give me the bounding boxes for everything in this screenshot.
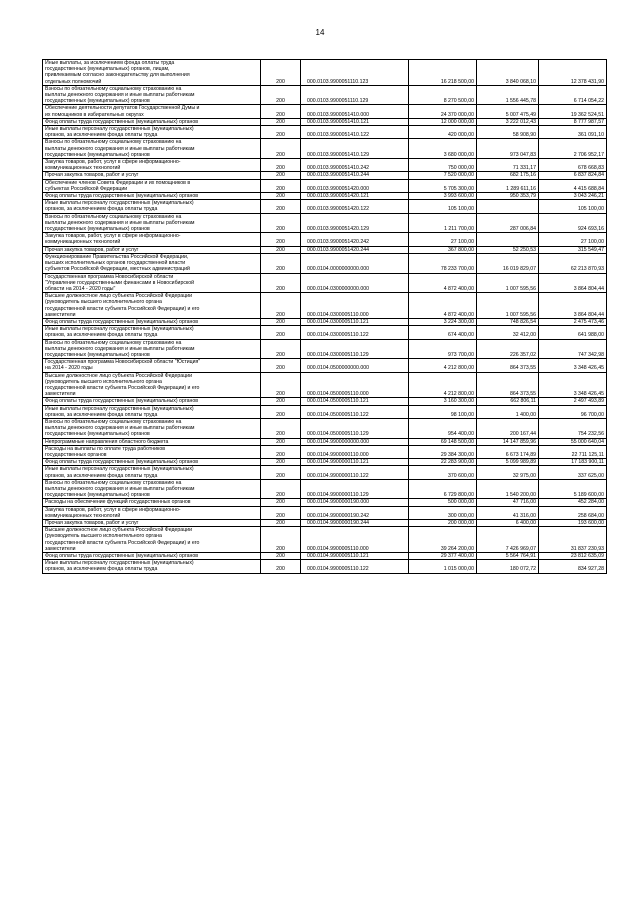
table-row [43,253,607,273]
row-name-cell: Взносы по обязательному социальному страхованию на выплаты денежного содержания и иные выплаты работникам государственных (муниципальных) органов [43,339,261,359]
row-code-cell: 000.0104.9900005110.121 [301,553,409,560]
row-plan-cell: 24 370 000,00 [409,105,477,118]
row-remainder-cell: 62 213 870,93 [539,253,607,273]
row-plan-cell: 7 520 000,00 [409,172,477,179]
row-name-cell: Фонд оплаты труда государственных (муниципальных) органов [43,398,261,405]
row-plan-cell: 4 212 800,00 [409,359,477,372]
row-plan-cell: 5 705 300,00 [409,179,477,192]
row-executed-cell: 32 412,00 [477,326,539,339]
table-row [43,159,607,172]
row-remainder-cell: 2 475 473,46 [539,318,607,325]
row-remainder-cell: 17 183 900,11 [539,459,607,466]
row-plan-cell: 500 000,00 [409,499,477,506]
row-remainder-cell: 3 864 804,44 [539,273,607,293]
row-executed-cell: 1 289 611,16 [477,179,539,192]
row-name-cell: Фонд оплаты труда государственных (муниципальных) органов [43,193,261,200]
row-executed-cell [477,233,539,246]
row-remainder-cell: 3 864 804,44 [539,293,607,319]
row-plan-cell: 973 700,00 [409,339,477,359]
row-name-cell: Иные выплаты, за исключением фонда оплаты труда государственных (муниципальных) органов, лицам, привлекаемым согласно законодательству для выполнения отдельных полномочий [43,60,261,86]
row-grbs-cell: 200 [261,318,301,325]
row-remainder-cell: 6 714 054,22 [539,85,607,105]
row-code-cell: 000.0104.0500005110.122 [301,405,409,418]
row-executed-cell: 6 400,00 [477,520,539,527]
page-number: 14 [315,28,325,37]
row-executed-cell: 287 006,84 [477,213,539,233]
table-row [43,506,607,519]
row-code-cell: 000.0103.9900051420.122 [301,200,409,213]
row-executed-cell: 58 908,90 [477,126,539,139]
row-plan-cell: 78 233 700,00 [409,253,477,273]
row-executed-cell: 748 826,54 [477,318,539,325]
row-executed-cell: 16 019 829,07 [477,253,539,273]
row-plan-cell: 27 100,00 [409,233,477,246]
row-name-cell: Фонд оплаты труда государственных (муниципальных) органов [43,553,261,560]
table-row [43,85,607,105]
row-executed-cell: 32 975,00 [477,466,539,479]
table-row [43,553,607,560]
table-row [43,445,607,458]
row-plan-cell: 29 384 300,00 [409,445,477,458]
row-code-cell: 000.0104.9900000190.000 [301,499,409,506]
row-grbs-cell: 200 [261,253,301,273]
row-grbs-cell: 200 [261,85,301,105]
row-code-cell: 000.0104.9900005110.122 [301,560,409,573]
table-row [43,398,607,405]
table-row [43,105,607,118]
row-remainder-cell: 4 415 688,84 [539,179,607,192]
row-grbs-cell: 200 [261,326,301,339]
row-grbs-cell: 200 [261,273,301,293]
row-code-cell: 000.0103.9900051410.121 [301,118,409,125]
row-executed-cell: 180 072,72 [477,560,539,573]
table-row [43,372,607,398]
row-grbs-cell: 200 [261,506,301,519]
row-name-cell: Фонд оплаты труда государственных (муниципальных) органов [43,318,261,325]
row-name-cell: Взносы по обязательному социальному страхованию на выплаты денежного содержания и иные выплаты работникам государственных (муниципальных) органов [43,479,261,499]
row-executed-cell: 3 840 068,10 [477,60,539,86]
row-grbs-cell: 200 [261,459,301,466]
table-row [43,438,607,445]
row-executed-cell: 5 564 764,91 [477,553,539,560]
row-code-cell: 000.0103.9900051110.129 [301,85,409,105]
row-executed-cell: 7 426 969,07 [477,527,539,553]
row-name-cell: Высшее должностное лицо субъекта Российской Федерации (руководитель высшего исполнительного органа государственной власти субъекта Российской Федерации) и его заместители [43,527,261,553]
row-plan-cell: 4 212 800,00 [409,372,477,398]
row-code-cell: 000.0104.9900000110.000 [301,445,409,458]
row-grbs-cell: 200 [261,118,301,125]
row-plan-cell: 3 160 300,00 [409,398,477,405]
table-row [43,139,607,159]
row-plan-cell: 1 211 700,00 [409,213,477,233]
row-executed-cell: 226 357,02 [477,339,539,359]
row-grbs-cell: 200 [261,193,301,200]
row-code-cell: 000.0104.0300005110.000 [301,293,409,319]
row-grbs-cell: 200 [261,172,301,179]
row-code-cell: 000.0104.9900000110.129 [301,479,409,499]
row-grbs-cell: 200 [261,233,301,246]
table-row [43,246,607,253]
row-name-cell: Прочая закупка товаров, работ и услуг [43,172,261,179]
row-plan-cell: 3 993 600,00 [409,193,477,200]
row-grbs-cell: 200 [261,527,301,553]
row-plan-cell: 16 218 500,00 [409,60,477,86]
row-executed-cell: 662 806,11 [477,398,539,405]
row-remainder-cell: 747 342,98 [539,339,607,359]
row-plan-cell: 367 800,00 [409,246,477,253]
row-remainder-cell: 3 348 426,45 [539,372,607,398]
row-name-cell: Непрограммные направления областного бюджета [43,438,261,445]
row-name-cell: Закупка товаров, работ, услуг в сфере информационно- коммуникационных технологий [43,159,261,172]
row-name-cell: Обеспечение деятельности депутатов Государственной Думы и их помощников в избирательных округах [43,105,261,118]
row-remainder-cell: 3 043 246,21 [539,193,607,200]
row-remainder-cell: 31 837 230,93 [539,527,607,553]
row-remainder-cell: 23 812 635,09 [539,553,607,560]
table-row [43,118,607,125]
row-remainder-cell: 27 100,00 [539,233,607,246]
row-remainder-cell: 2 706 952,17 [539,139,607,159]
row-code-cell: 000.0103.9900051410.242 [301,159,409,172]
row-remainder-cell: 22 711 125,11 [539,445,607,458]
row-grbs-cell: 200 [261,438,301,445]
row-plan-cell: 420 000,00 [409,126,477,139]
row-name-cell: Расходы на обеспечение функций государственных органов [43,499,261,506]
row-grbs-cell: 200 [261,159,301,172]
row-remainder-cell: 754 232,56 [539,418,607,438]
row-name-cell: Иные выплаты персоналу государственных (муниципальных) органов, за исключением фонда оплаты труда [43,326,261,339]
row-executed-cell: 1 540 200,00 [477,479,539,499]
row-grbs-cell: 200 [261,359,301,372]
row-plan-cell: 29 377 400,00 [409,553,477,560]
row-name-cell: Фонд оплаты труда государственных (муниципальных) органов [43,118,261,125]
row-name-cell: Функционирование Правительства Российской Федерации, высших исполнительных органов государственной власти субъектов Российской Федерации, местных администраций [43,253,261,273]
row-code-cell: 000.0104.9900000110.122 [301,466,409,479]
row-name-cell: Прочая закупка товаров, работ и услуг [43,520,261,527]
row-code-cell: 000.0104.0500005110.121 [301,398,409,405]
row-grbs-cell: 200 [261,60,301,86]
row-grbs-cell: 200 [261,293,301,319]
row-name-cell: Взносы по обязательному социальному страхованию на выплаты денежного содержания и иные выплаты работникам государственных (муниципальных) органов [43,139,261,159]
row-executed-cell: 1 400,00 [477,405,539,418]
table-row [43,499,607,506]
row-executed-cell: 950 353,79 [477,193,539,200]
row-grbs-cell: 200 [261,246,301,253]
row-remainder-cell: 361 091,10 [539,126,607,139]
row-name-cell: Иные выплаты персоналу государственных (муниципальных) органов, за исключением фонда оплаты труда [43,466,261,479]
row-grbs-cell: 200 [261,560,301,573]
row-remainder-cell: 19 362 524,51 [539,105,607,118]
row-plan-cell: 8 270 500,00 [409,85,477,105]
table-row [43,193,607,200]
row-plan-cell: 3 224 300,00 [409,318,477,325]
table-row [43,418,607,438]
row-name-cell: Закупка товаров, работ, услуг в сфере информационно- коммуникационных технологий [43,233,261,246]
row-remainder-cell: 2 497 493,89 [539,398,607,405]
row-remainder-cell: 55 000 640,04 [539,438,607,445]
row-code-cell: 000.0104.0500005110.000 [301,372,409,398]
row-plan-cell: 954 400,00 [409,418,477,438]
row-grbs-cell: 200 [261,398,301,405]
row-grbs-cell: 200 [261,445,301,458]
row-grbs-cell: 200 [261,553,301,560]
row-code-cell: 000.0104.9900005110.000 [301,527,409,553]
row-code-cell: 000.0103.9900051110.123 [301,60,409,86]
row-remainder-cell: 193 600,00 [539,520,607,527]
row-name-cell: Государственная программа Новосибирской области "Управление государственными финансами в Новосибирской области на 2014 - 2020 годы" [43,273,261,293]
row-grbs-cell: 200 [261,405,301,418]
row-grbs-cell: 200 [261,179,301,192]
row-remainder-cell: 5 189 600,00 [539,479,607,499]
row-executed-cell: 1 556 445,78 [477,85,539,105]
row-grbs-cell: 200 [261,520,301,527]
row-executed-cell: 5 099 989,89 [477,459,539,466]
row-remainder-cell: 834 927,28 [539,560,607,573]
row-name-cell: Государственная программа Новосибирской области "Юстиция" на 2014 - 2020 годы [43,359,261,372]
row-code-cell: 000.0104.0300005110.129 [301,339,409,359]
row-name-cell: Иные выплаты персоналу государственных (муниципальных) органов, за исключением фонда оплаты труда [43,560,261,573]
row-plan-cell: 105 100,00 [409,200,477,213]
row-executed-cell: 5 007 475,49 [477,105,539,118]
row-executed-cell: 52 250,53 [477,246,539,253]
row-code-cell: 000.0103.9900051420.242 [301,233,409,246]
row-plan-cell: 674 400,00 [409,326,477,339]
row-executed-cell: 1 007 595,56 [477,293,539,319]
row-plan-cell: 98 100,00 [409,405,477,418]
table-row [43,405,607,418]
table-row [43,527,607,553]
row-name-cell: Прочая закупка товаров, работ и услуг [43,246,261,253]
table-row [43,560,607,573]
row-executed-cell: 973 047,83 [477,139,539,159]
row-grbs-cell: 200 [261,418,301,438]
row-remainder-cell: 641 988,00 [539,326,607,339]
row-name-cell: Взносы по обязательному социальному страхованию на выплаты денежного содержания и иные выплаты работникам государственных (муниципальных) органов [43,418,261,438]
row-remainder-cell: 12 378 431,90 [539,60,607,86]
row-remainder-cell: 924 693,16 [539,213,607,233]
row-plan-cell: 1 015 000,00 [409,560,477,573]
row-name-cell: Закупка товаров, работ, услуг в сфере информационно- коммуникационных технологий [43,506,261,519]
row-plan-cell: 69 148 500,00 [409,438,477,445]
row-grbs-cell: 200 [261,339,301,359]
table-row [43,179,607,192]
row-code-cell: 000.0103.9900051420.000 [301,179,409,192]
table-row [43,339,607,359]
row-executed-cell: 200 167,44 [477,418,539,438]
row-grbs-cell: 200 [261,126,301,139]
row-code-cell: 000.0104.0300000000.000 [301,273,409,293]
budget-execution-table [42,59,607,574]
row-plan-cell: 4 872 400,00 [409,273,477,293]
row-executed-cell: 864 373,55 [477,372,539,398]
row-remainder-cell: 315 549,47 [539,246,607,253]
row-remainder-cell: 3 348 426,45 [539,359,607,372]
row-remainder-cell: 105 100,00 [539,200,607,213]
row-name-cell: Иные выплаты персоналу государственных (муниципальных) органов, за исключением фонда оплаты труда [43,126,261,139]
table-row [43,520,607,527]
row-plan-cell: 300 000,00 [409,506,477,519]
row-name-cell: Расходы на выплаты по оплате труда работников государственных органов [43,445,261,458]
table-row [43,459,607,466]
row-grbs-cell: 200 [261,213,301,233]
row-code-cell: 000.0104.9900000000.000 [301,438,409,445]
row-plan-cell: 200 000,00 [409,520,477,527]
table-row [43,233,607,246]
row-executed-cell: 3 222 012,43 [477,118,539,125]
row-code-cell: 000.0103.9900051420.244 [301,246,409,253]
row-grbs-cell: 200 [261,372,301,398]
table-row [43,273,607,293]
row-name-cell: Высшее должностное лицо субъекта Российской Федерации (руководитель высшего исполнительного органа государственной власти субъекта Российской Федерации) и его заместители [43,293,261,319]
row-plan-cell: 22 283 900,00 [409,459,477,466]
row-plan-cell: 39 264 200,00 [409,527,477,553]
row-code-cell: 000.0104.9900000110.121 [301,459,409,466]
row-executed-cell: 682 175,16 [477,172,539,179]
row-code-cell: 000.0103.9900051420.121 [301,193,409,200]
table-row [43,293,607,319]
row-executed-cell: 1 007 595,56 [477,273,539,293]
table-row [43,172,607,179]
row-grbs-cell: 200 [261,200,301,213]
row-code-cell: 000.0103.9900051410.244 [301,172,409,179]
row-code-cell: 000.0104.0300005110.122 [301,326,409,339]
table-row [43,126,607,139]
row-name-cell: Фонд оплаты труда государственных (муниципальных) органов [43,459,261,466]
row-code-cell: 000.0104.0500005110.129 [301,418,409,438]
row-executed-cell: 6 673 174,89 [477,445,539,458]
row-remainder-cell: 8 777 987,57 [539,118,607,125]
row-code-cell: 000.0104.0300005110.121 [301,318,409,325]
row-plan-cell: 3 680 000,00 [409,139,477,159]
row-executed-cell [477,200,539,213]
row-remainder-cell: 452 284,00 [539,499,607,506]
table-row [43,213,607,233]
table-row [43,200,607,213]
table-row [43,466,607,479]
row-executed-cell: 47 716,00 [477,499,539,506]
row-grbs-cell: 200 [261,466,301,479]
row-executed-cell: 41 316,00 [477,506,539,519]
row-executed-cell: 864 373,55 [477,359,539,372]
row-remainder-cell: 337 625,00 [539,466,607,479]
table-row [43,479,607,499]
table-row [43,326,607,339]
row-code-cell: 000.0104.9900000190.244 [301,520,409,527]
row-code-cell: 000.0104.9900000190.242 [301,506,409,519]
row-name-cell: Взносы по обязательному социальному страхованию на выплаты денежного содержания и иные выплаты работникам государственных (муниципальных) органов [43,85,261,105]
row-plan-cell: 6 729 800,00 [409,479,477,499]
row-plan-cell: 750 000,00 [409,159,477,172]
row-code-cell: 000.0103.9900051410.122 [301,126,409,139]
row-name-cell: Иные выплаты персоналу государственных (муниципальных) органов, за исключением фонда оплаты труда [43,405,261,418]
row-code-cell: 000.0103.9900051420.129 [301,213,409,233]
table-body [43,60,607,574]
row-code-cell: 000.0103.9900051410.129 [301,139,409,159]
row-grbs-cell: 200 [261,139,301,159]
table-row [43,60,607,86]
row-plan-cell: 12 000 000,00 [409,118,477,125]
row-code-cell: 000.0103.9900051410.000 [301,105,409,118]
row-plan-cell: 4 872 400,00 [409,293,477,319]
row-remainder-cell: 96 700,00 [539,405,607,418]
row-grbs-cell: 200 [261,499,301,506]
row-name-cell: Высшее должностное лицо субъекта Российской Федерации (руководитель высшего исполнительного органа государственной власти субъекта Российской Федерации) и его заместители [43,372,261,398]
row-grbs-cell: 200 [261,479,301,499]
row-code-cell: 000.0104.0000000000.000 [301,253,409,273]
row-code-cell: 000.0104.0500000000.000 [301,359,409,372]
table-row [43,359,607,372]
row-name-cell: Обеспечение членов Совета Федерации и их помощников в субъектах Российской Федерации [43,179,261,192]
row-plan-cell: 370 600,00 [409,466,477,479]
row-remainder-cell: 678 668,83 [539,159,607,172]
row-name-cell: Взносы по обязательному социальному страхованию на выплаты денежного содержания и иные выплаты работникам государственных (муниципальных) органов [43,213,261,233]
row-remainder-cell: 6 837 824,84 [539,172,607,179]
table-row [43,318,607,325]
row-grbs-cell: 200 [261,105,301,118]
row-executed-cell: 14 147 859,96 [477,438,539,445]
row-executed-cell: 71 331,17 [477,159,539,172]
row-name-cell: Иные выплаты персоналу государственных (муниципальных) органов, за исключением фонда оплаты труда [43,200,261,213]
row-remainder-cell: 258 684,00 [539,506,607,519]
